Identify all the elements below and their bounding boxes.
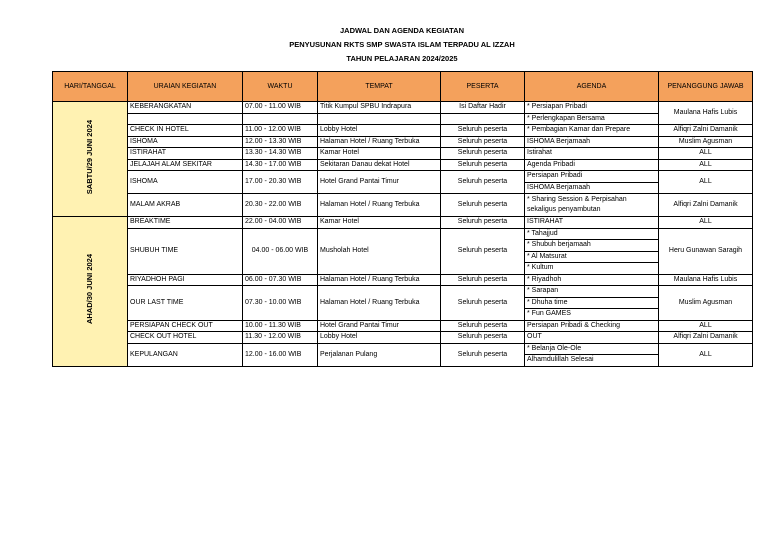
- document-title-line-3: TAHUN PELAJARAN 2024/2025: [346, 54, 458, 63]
- schedule-body: [53, 102, 753, 367]
- schedule-row: [53, 125, 753, 137]
- cell-tempat: Kamar Hotel: [318, 148, 441, 160]
- cell-agenda: * Tahajjud: [525, 228, 659, 240]
- cell-agenda: OUT: [525, 332, 659, 344]
- column-header-waktu: WAKTU: [243, 72, 318, 102]
- cell-tempat: Titik Kumpul SPBU Indrapura: [318, 102, 441, 114]
- column-header-peserta: PESERTA: [441, 72, 525, 102]
- schedule-row: [53, 159, 753, 171]
- cell-waktu: 07.00 - 11.00 WIB: [243, 102, 318, 114]
- schedule-table: [52, 71, 753, 367]
- cell-tempat: Halaman Hotel / Ruang Terbuka: [318, 286, 441, 321]
- cell-uraian: SHUBUH TIME: [128, 228, 243, 274]
- cell-agenda: Alhamdulillah Selesai: [525, 355, 659, 367]
- cell-waktu: 04.00 - 06.00 WIB: [243, 228, 318, 274]
- schedule-row: [53, 102, 753, 114]
- cell-uraian: MALAM AKRAB: [128, 194, 243, 217]
- schedule-row: [53, 136, 753, 148]
- cell-uraian: ISTIRAHAT: [128, 148, 243, 160]
- cell-tempat: Lobby Hotel: [318, 332, 441, 344]
- schedule-row: [53, 343, 753, 355]
- cell-agenda: Persiapan Pribadi: [525, 171, 659, 183]
- cell-waktu: 12.00 - 16.00 WIB: [243, 343, 318, 366]
- cell-penanggung-jawab: ALL: [659, 343, 753, 366]
- cell-agenda: * Pembagian Kamar dan Prepare: [525, 125, 659, 137]
- cell-peserta: Seluruh peserta: [441, 171, 525, 194]
- cell-agenda: * Fun GAMES: [525, 309, 659, 321]
- cell-agenda: Istirahat: [525, 148, 659, 160]
- cell-agenda: ISHOMA Berjamaah: [525, 136, 659, 148]
- cell-waktu: 17.00 - 20.30 WIB: [243, 171, 318, 194]
- cell-penanggung-jawab: ALL: [659, 159, 753, 171]
- cell-tempat: Sekitaran Danau dekat Hotel: [318, 159, 441, 171]
- cell-penanggung-jawab: ALL: [659, 171, 753, 194]
- cell-waktu: 06.00 - 07.30 WIB: [243, 274, 318, 286]
- cell-agenda: Persiapan Pribadi & Checking: [525, 320, 659, 332]
- cell-agenda: * Sharing Session & Perpisahan sekaligus penyambutan: [525, 194, 659, 217]
- cell-agenda: ISHOMA Berjamaah: [525, 182, 659, 194]
- cell-waktu: 11.30 - 12.00 WIB: [243, 332, 318, 344]
- cell-agenda: * Kultum: [525, 263, 659, 275]
- cell-empty: [128, 113, 243, 125]
- day-label: AHAD/30 JUNI 2024: [85, 254, 94, 325]
- cell-peserta: Seluruh peserta: [441, 159, 525, 171]
- cell-penanggung-jawab: Alfiqri Zalni Damanik: [659, 332, 753, 344]
- cell-waktu: 12.00 - 13.30 WIB: [243, 136, 318, 148]
- schedule-row: [53, 217, 753, 229]
- cell-tempat: Lobby Hotel: [318, 125, 441, 137]
- cell-agenda: * Dhuha time: [525, 297, 659, 309]
- cell-agenda: * Al Matsurat: [525, 251, 659, 263]
- table-header-row: [53, 72, 753, 102]
- cell-penanggung-jawab: Alfiqri Zalni Damanik: [659, 194, 753, 217]
- cell-waktu: 14.30 - 17.00 WIB: [243, 159, 318, 171]
- cell-peserta: Seluruh peserta: [441, 217, 525, 229]
- schedule-row: [53, 171, 753, 183]
- cell-waktu: 10.00 - 11.30 WIB: [243, 320, 318, 332]
- column-header-tempat: TEMPAT: [318, 72, 441, 102]
- column-header-hari-tanggal: HARI/TANGGAL: [53, 72, 128, 102]
- cell-agenda: * Persiapan Pribadi: [525, 102, 659, 114]
- cell-uraian: RIYADHOH PAGI: [128, 274, 243, 286]
- document-title-line-1: JADWAL DAN AGENDA KEGIATAN: [339, 26, 465, 35]
- cell-tempat: Hotel Grand Pantai Timur: [318, 320, 441, 332]
- cell-penanggung-jawab: ALL: [659, 148, 753, 160]
- cell-uraian: PERSIAPAN CHECK OUT: [128, 320, 243, 332]
- cell-agenda: * Sarapan: [525, 286, 659, 298]
- cell-peserta: Seluruh peserta: [441, 332, 525, 344]
- document-title: [52, 24, 752, 66]
- day-label: SABTU/29 JUNI 2024: [85, 119, 94, 195]
- cell-uraian: KEPULANGAN: [128, 343, 243, 366]
- cell-agenda: ISTIRAHAT: [525, 217, 659, 229]
- cell-uraian: JELAJAH ALAM SEKITAR: [128, 159, 243, 171]
- cell-uraian: BREAKTIME: [128, 217, 243, 229]
- cell-peserta: Seluruh peserta: [441, 148, 525, 160]
- cell-waktu: 20.30 - 22.00 WIB: [243, 194, 318, 217]
- cell-agenda: * Belanja Ole-Ole: [525, 343, 659, 355]
- cell-penanggung-jawab: Maulana Hafis Lubis: [659, 102, 753, 125]
- schedule-row: [53, 332, 753, 344]
- column-header-penanggung-jawab: PENANGGUNG JAWAB: [659, 72, 753, 102]
- cell-tempat: Hotel Grand Pantai Timur: [318, 171, 441, 194]
- column-header-uraian-kegiatan: URAIAN KEGIATAN: [128, 72, 243, 102]
- cell-waktu: 22.00 - 04.00 WIB: [243, 217, 318, 229]
- cell-peserta: Isi Daftar Hadir: [441, 102, 525, 114]
- cell-peserta: Seluruh peserta: [441, 343, 525, 366]
- cell-penanggung-jawab: Muslim Agusman: [659, 136, 753, 148]
- cell-penanggung-jawab: Muslim Agusman: [659, 286, 753, 321]
- cell-peserta: Seluruh peserta: [441, 228, 525, 274]
- column-header-agenda: AGENDA: [525, 72, 659, 102]
- cell-empty: [243, 113, 318, 125]
- cell-waktu: 11.00 - 12.00 WIB: [243, 125, 318, 137]
- schedule-row: [53, 113, 753, 125]
- schedule-row: [53, 194, 753, 217]
- cell-penanggung-jawab: Alfiqri Zalni Damanik: [659, 125, 753, 137]
- cell-penanggung-jawab: Heru Gunawan Saragih: [659, 228, 753, 274]
- cell-tempat: Halaman Hotel / Ruang Terbuka: [318, 136, 441, 148]
- cell-hari-tanggal: [53, 217, 128, 367]
- cell-uraian: KEBERANGKATAN: [128, 102, 243, 114]
- cell-peserta: Seluruh peserta: [441, 320, 525, 332]
- cell-agenda: * Riyadhoh: [525, 274, 659, 286]
- cell-empty: [318, 113, 441, 125]
- cell-tempat: Musholah Hotel: [318, 228, 441, 274]
- cell-tempat: Kamar Hotel: [318, 217, 441, 229]
- cell-agenda: Agenda Pribadi: [525, 159, 659, 171]
- cell-empty: [441, 113, 525, 125]
- schedule-row: [53, 286, 753, 298]
- cell-hari-tanggal: [53, 102, 128, 217]
- cell-peserta: Seluruh peserta: [441, 286, 525, 321]
- schedule-row: [53, 274, 753, 286]
- cell-tempat: Halaman Hotel / Ruang Terbuka: [318, 274, 441, 286]
- schedule-row: [53, 228, 753, 240]
- cell-peserta: Seluruh peserta: [441, 136, 525, 148]
- cell-uraian: OUR LAST TIME: [128, 286, 243, 321]
- cell-peserta: Seluruh peserta: [441, 194, 525, 217]
- cell-uraian: CHECK OUT HOTEL: [128, 332, 243, 344]
- cell-uraian: ISHOMA: [128, 136, 243, 148]
- cell-penanggung-jawab: ALL: [659, 320, 753, 332]
- cell-peserta: Seluruh peserta: [441, 274, 525, 286]
- cell-tempat: Halaman Hotel / Ruang Terbuka: [318, 194, 441, 217]
- cell-penanggung-jawab: Maulana Hafis Lubis: [659, 274, 753, 286]
- schedule-row: [53, 148, 753, 160]
- cell-uraian: ISHOMA: [128, 171, 243, 194]
- cell-penanggung-jawab: ALL: [659, 217, 753, 229]
- cell-agenda: * Perlengkapan Bersama: [525, 113, 659, 125]
- cell-tempat: Perjalanan Pulang: [318, 343, 441, 366]
- cell-waktu: 13.30 - 14.30 WIB: [243, 148, 318, 160]
- cell-peserta: Seluruh peserta: [441, 125, 525, 137]
- document-title-line-2: PENYUSUNAN RKTS SMP SWASTA ISLAM TERPADU AL IZZAH: [289, 40, 515, 49]
- cell-waktu: 07.30 - 10.00 WIB: [243, 286, 318, 321]
- cell-uraian: CHECK IN HOTEL: [128, 125, 243, 137]
- cell-agenda: * Shubuh berjamaah: [525, 240, 659, 252]
- schedule-row: [53, 320, 753, 332]
